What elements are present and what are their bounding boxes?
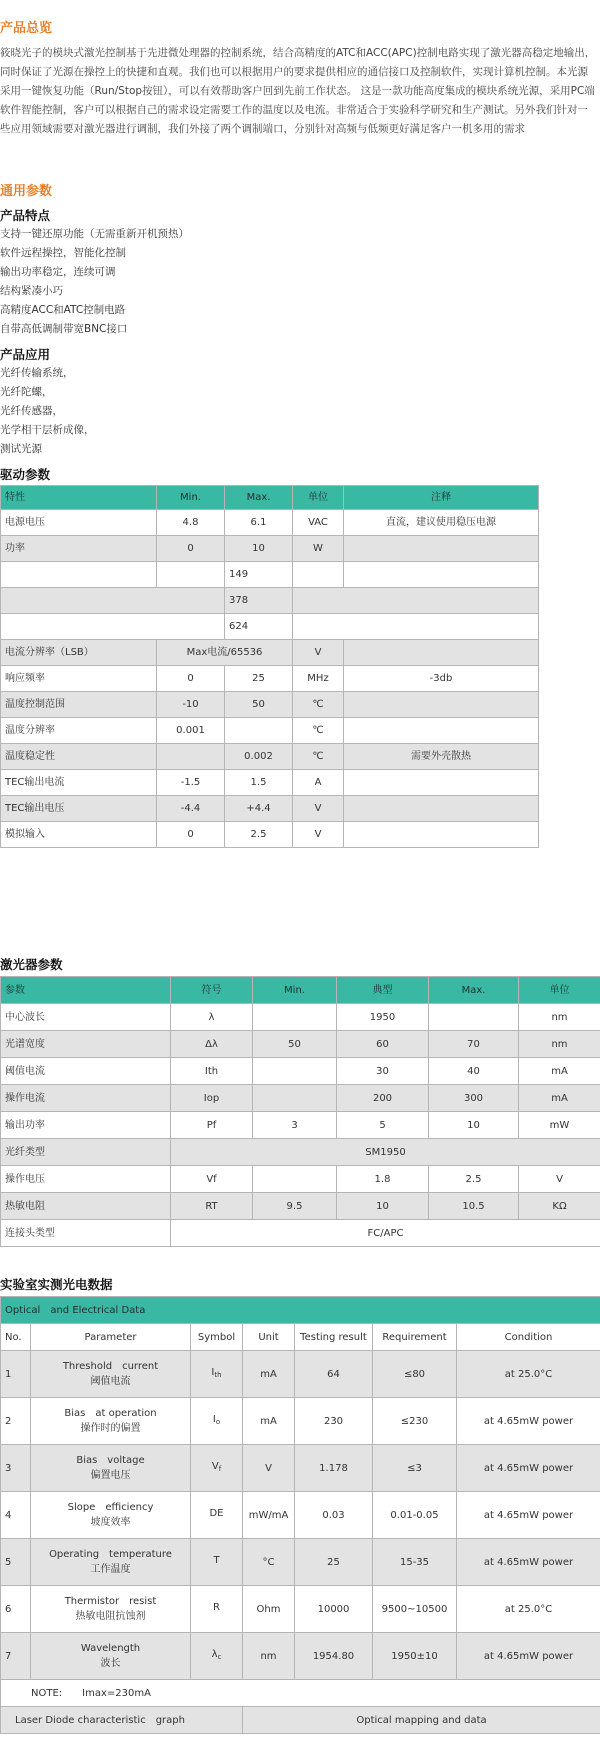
table-cell: 200 xyxy=(337,1085,429,1112)
table-cell: VAC xyxy=(293,510,344,536)
table-row xyxy=(1,770,539,796)
table-cell: 热敏电阻 xyxy=(1,1193,171,1220)
table-cell: 1.8 xyxy=(337,1166,429,1193)
table-row xyxy=(1,1004,600,1031)
applications-heading: 产品应用 xyxy=(0,347,51,362)
column-header: Requirement xyxy=(373,1324,457,1351)
table-cell: 响应频率 xyxy=(1,666,157,692)
table-cell: V xyxy=(243,1445,295,1492)
table-cell: 0.001 xyxy=(157,718,225,744)
table-cell xyxy=(344,770,539,796)
table-cell: 624 xyxy=(225,614,293,640)
table-cell: 60 xyxy=(337,1031,429,1058)
features-list xyxy=(0,225,189,339)
table-cell xyxy=(344,640,539,666)
symbol-cell xyxy=(191,1445,243,1492)
note-row xyxy=(1,1680,600,1707)
table-cell: SM1950 xyxy=(171,1139,600,1166)
table-cell: -3db xyxy=(344,666,539,692)
table-cell: 64 xyxy=(295,1351,373,1398)
parameter-en: Bias voltage xyxy=(76,1455,145,1466)
parameter-en: Slope efficiency xyxy=(67,1502,154,1513)
table-cell: 阈值电流 xyxy=(1,1058,171,1085)
table-cell: 5 xyxy=(337,1112,429,1139)
table-cell: ℃ xyxy=(293,718,344,744)
table-cell: nm xyxy=(243,1633,295,1680)
table-cell xyxy=(157,744,225,770)
applications-list xyxy=(0,364,95,459)
table-row xyxy=(1,1112,600,1139)
symbol-subscript: o xyxy=(215,1418,221,1426)
table-cell: at 25.0°C xyxy=(457,1586,600,1633)
table-row xyxy=(1,1492,600,1539)
overview-title: 产品总览 xyxy=(0,21,53,36)
table-cell: Iop xyxy=(171,1085,253,1112)
table-cell: 50 xyxy=(225,692,293,718)
table-row xyxy=(1,666,539,692)
parameter-zh: 阈值电流 xyxy=(90,1376,131,1387)
table-cell: 3 xyxy=(253,1112,337,1139)
table-row xyxy=(1,1351,600,1398)
list-item: 光纤传感器， xyxy=(0,405,63,417)
table-cell: -10 xyxy=(157,692,225,718)
table-cell: 10 xyxy=(429,1112,519,1139)
table-cell: 4.8 xyxy=(157,510,225,536)
lab-data-table xyxy=(0,1296,600,1734)
table-cell: 0.01-0.05 xyxy=(373,1492,457,1539)
symbol: V xyxy=(211,1461,219,1472)
table-cell: TEC输出电压 xyxy=(1,796,157,822)
table-header-row xyxy=(1,486,539,510)
table-cell: KΩ xyxy=(519,1193,600,1220)
table-cell xyxy=(253,1085,337,1112)
table-cell: 光谱宽度 xyxy=(1,1031,171,1058)
column-header: 典型 xyxy=(337,977,429,1004)
drive-params-table xyxy=(0,485,539,848)
table-cell: 5 xyxy=(1,1539,31,1586)
table-cell: 0.002 xyxy=(225,744,293,770)
table-row xyxy=(1,692,539,718)
symbol-subscript: th xyxy=(214,1371,222,1379)
table-cell: 1.178 xyxy=(295,1445,373,1492)
parameter-zh: 坡度效率 xyxy=(90,1517,131,1528)
table-cell: 50 xyxy=(253,1031,337,1058)
table-cell: -4.4 xyxy=(157,796,225,822)
table-cell: 1.5 xyxy=(225,770,293,796)
table-cell: ≤3 xyxy=(373,1445,457,1492)
table-cell: 电源电压 xyxy=(1,510,157,536)
table-row xyxy=(1,510,539,536)
table-cell: 2 xyxy=(1,1398,31,1445)
table-row xyxy=(1,1586,600,1633)
table-cell: ≤230 xyxy=(373,1398,457,1445)
features-heading: 产品特点 xyxy=(0,208,51,223)
symbol-subscript: f xyxy=(218,1465,222,1473)
parameter-en: Operating temperature xyxy=(49,1549,172,1560)
table-cell: 10 xyxy=(337,1193,429,1220)
table-header-row xyxy=(1,1324,600,1351)
list-item: 测试光源 xyxy=(0,443,42,455)
symbol: I xyxy=(212,1414,216,1425)
symbol-cell xyxy=(191,1398,243,1445)
table-row xyxy=(1,1166,600,1193)
table-cell xyxy=(1,614,225,640)
table-cell: 温度稳定性 xyxy=(1,744,157,770)
table-cell: V xyxy=(293,640,344,666)
symbol-cell xyxy=(191,1633,243,1680)
table-cell: 温度控制范围 xyxy=(1,692,157,718)
table-banner-row xyxy=(1,1297,600,1324)
table-cell: Max电流/65536 xyxy=(157,640,293,666)
parameter-zh: 工作温度 xyxy=(90,1564,131,1575)
list-item: 光纤传输系统， xyxy=(0,367,74,379)
table-cell: W xyxy=(293,536,344,562)
table-row xyxy=(1,640,539,666)
table-row xyxy=(1,1445,600,1492)
table-cell: 光纤类型 xyxy=(1,1139,171,1166)
table-header-row xyxy=(1,977,600,1004)
table-cell: -1.5 xyxy=(157,770,225,796)
table-row xyxy=(1,1193,600,1220)
column-header: Max. xyxy=(225,486,293,510)
table-cell: 2.5 xyxy=(429,1166,519,1193)
general-params-title: 通用参数 xyxy=(0,184,53,199)
column-header: 单位 xyxy=(519,977,600,1004)
table-cell xyxy=(1,562,157,588)
list-item: 光纤陀螺， xyxy=(0,386,53,398)
table-cell: 模拟输入 xyxy=(1,822,157,848)
table-cell: at 4.65mW power xyxy=(457,1539,600,1586)
column-header: Unit xyxy=(243,1324,295,1351)
column-header: Symbol xyxy=(191,1324,243,1351)
list-item: 高精度ACC和ATC控制电路 xyxy=(0,304,126,316)
table-row xyxy=(1,588,539,614)
list-item: 支持一键还原功能（无需重新开机预热） xyxy=(0,228,189,240)
table-cell: A xyxy=(293,770,344,796)
table-cell: 2.5 xyxy=(225,822,293,848)
overview-paragraph: 筱晓光子的模块式激光控制基于先进微处理器的控制系统，结合高精度的ATC和ACC(APC)控制电路实现了激光器高稳定地输出，同时保证了光源在操控上的快捷和直观。我们也可以根据用户的要求提供相应的通信接口及控制软件，实现计算机控制。本光源采用一键恢复功能（Run/Stop按钮），可以有效帮助客户回到先前工作状态。 这是一款功能高度集成的模块系统光源，采用PC端软件智能控制，客户可以根据自己的需求设定需要工作的温度以及电流。非常适合于实验科学研究和生产测试。另外我们针对一些应用领域需要对激光器进行调制，我们外接了两个调制端口，分别针对高频与低频更好满足客户一机多用的需求 xyxy=(0,47,596,135)
table-cell: 连接头类型 xyxy=(1,1220,171,1247)
table-cell xyxy=(293,614,539,640)
table-cell: 25 xyxy=(295,1539,373,1586)
table-cell: at 4.65mW power xyxy=(457,1633,600,1680)
table-cell: at 4.65mW power xyxy=(457,1398,600,1445)
table-cell: 1950 xyxy=(337,1004,429,1031)
parameter-cell xyxy=(31,1633,191,1680)
table-cell: 149 xyxy=(225,562,293,588)
laser-params-heading: 激光器参数 xyxy=(0,957,63,972)
parameter-zh: 热敏电阻抗蚀剂 xyxy=(75,1611,146,1622)
parameter-cell xyxy=(31,1539,191,1586)
table-cell: 70 xyxy=(429,1031,519,1058)
table-cell: FC/APC xyxy=(171,1220,600,1247)
table-cell: 0 xyxy=(157,536,225,562)
footer-row xyxy=(1,1707,600,1734)
column-header: Min. xyxy=(157,486,225,510)
table-cell: nm xyxy=(519,1031,600,1058)
table-cell: 7 xyxy=(1,1633,31,1680)
column-header: No. xyxy=(1,1324,31,1351)
table-row xyxy=(1,1031,600,1058)
parameter-zh: 偏置电压 xyxy=(90,1470,131,1481)
table-cell: V xyxy=(519,1166,600,1193)
table-cell: λ xyxy=(171,1004,253,1031)
table-cell: mA xyxy=(243,1351,295,1398)
list-item: 软件远程操控，智能化控制 xyxy=(0,247,126,259)
parameter-en: Thermistor resist xyxy=(64,1596,157,1607)
table-row xyxy=(1,1633,600,1680)
table-cell: RT xyxy=(171,1193,253,1220)
symbol: λ xyxy=(211,1649,218,1660)
table-cell xyxy=(344,796,539,822)
list-item: 自带高低调制带宽BNC接口 xyxy=(0,323,128,335)
table-cell: ≤80 xyxy=(373,1351,457,1398)
table-cell: MHz xyxy=(293,666,344,692)
table-cell: 6.1 xyxy=(225,510,293,536)
symbol: T xyxy=(213,1555,220,1566)
table-cell xyxy=(344,536,539,562)
table-row xyxy=(1,718,539,744)
table-cell xyxy=(344,692,539,718)
table-cell xyxy=(253,1166,337,1193)
drive-params-heading: 驱动参数 xyxy=(0,467,51,482)
table-cell: 操作电流 xyxy=(1,1085,171,1112)
footer-right-label: Optical mapping and data xyxy=(243,1707,600,1734)
parameter-cell xyxy=(31,1351,191,1398)
table-cell: 功率 xyxy=(1,536,157,562)
table-cell: Δλ xyxy=(171,1031,253,1058)
table-cell: +4.4 xyxy=(225,796,293,822)
table-cell: 3 xyxy=(1,1445,31,1492)
table-cell: 中心波长 xyxy=(1,1004,171,1031)
symbol-cell xyxy=(191,1351,243,1398)
table-cell: at 4.65mW power xyxy=(457,1492,600,1539)
parameter-zh: 操作时的偏置 xyxy=(80,1423,141,1434)
table-cell: V xyxy=(293,796,344,822)
column-header: 注释 xyxy=(344,486,539,510)
table-cell xyxy=(225,718,293,744)
table-row xyxy=(1,536,539,562)
symbol-cell xyxy=(191,1539,243,1586)
table-cell xyxy=(293,562,344,588)
table-cell: TEC输出电流 xyxy=(1,770,157,796)
symbol: I xyxy=(211,1367,215,1378)
column-header: Testing result xyxy=(295,1324,373,1351)
table-row xyxy=(1,1539,600,1586)
parameter-cell xyxy=(31,1492,191,1539)
table-cell: 9500~10500 xyxy=(373,1586,457,1633)
table-cell: 300 xyxy=(429,1085,519,1112)
table-cell: ℃ xyxy=(293,692,344,718)
column-header: Parameter xyxy=(31,1324,191,1351)
table-cell: 40 xyxy=(429,1058,519,1085)
table-cell: 1954.80 xyxy=(295,1633,373,1680)
table-row xyxy=(1,1398,600,1445)
table-cell: 1950±10 xyxy=(373,1633,457,1680)
list-item: 输出功率稳定，连续可调 xyxy=(0,266,116,278)
footer-left-label: Laser Diode characteristic graph xyxy=(1,1707,243,1734)
table-cell: 10.5 xyxy=(429,1193,519,1220)
list-item: 光学相干层析成像， xyxy=(0,424,95,436)
table-cell xyxy=(253,1058,337,1085)
table-cell: V xyxy=(293,822,344,848)
table-row xyxy=(1,1058,600,1085)
parameter-cell xyxy=(31,1586,191,1633)
column-header: Condition xyxy=(457,1324,600,1351)
table-cell xyxy=(344,562,539,588)
table-cell: mA xyxy=(519,1058,600,1085)
table-cell: 25 xyxy=(225,666,293,692)
table-cell: 0 xyxy=(157,822,225,848)
table-cell: Ith xyxy=(171,1058,253,1085)
column-header: Max. xyxy=(429,977,519,1004)
table-banner: Optical and Electrical Data xyxy=(1,1297,600,1324)
symbol: R xyxy=(213,1602,220,1613)
symbol: DE xyxy=(209,1508,224,1519)
table-cell xyxy=(253,1004,337,1031)
table-cell: 温度分辨率 xyxy=(1,718,157,744)
table-cell: 操作电压 xyxy=(1,1166,171,1193)
table-cell: Ohm xyxy=(243,1586,295,1633)
table-cell: 15-35 xyxy=(373,1539,457,1586)
table-cell: 378 xyxy=(225,588,293,614)
table-cell: mW xyxy=(519,1112,600,1139)
table-cell: at 25.0°C xyxy=(457,1351,600,1398)
table-cell: 输出功率 xyxy=(1,1112,171,1139)
table-cell: ℃ xyxy=(293,744,344,770)
table-cell: 1 xyxy=(1,1351,31,1398)
list-item: 结构紧凑小巧 xyxy=(0,285,63,297)
table-cell: mA xyxy=(243,1398,295,1445)
column-header: Min. xyxy=(253,977,337,1004)
column-header: 单位 xyxy=(293,486,344,510)
column-header: 符号 xyxy=(171,977,253,1004)
table-cell: 10 xyxy=(225,536,293,562)
table-cell xyxy=(344,822,539,848)
table-cell: 电流分辨率（LSB） xyxy=(1,640,157,666)
symbol-subscript: c xyxy=(217,1653,222,1661)
parameter-cell xyxy=(31,1445,191,1492)
table-cell: nm xyxy=(519,1004,600,1031)
parameter-cell xyxy=(31,1398,191,1445)
parameter-en: Bias at operation xyxy=(64,1408,157,1419)
symbol-cell xyxy=(191,1492,243,1539)
table-cell xyxy=(157,562,225,588)
table-cell xyxy=(293,588,539,614)
parameter-zh: 波长 xyxy=(100,1658,121,1669)
table-cell: 需要外壳散热 xyxy=(344,744,539,770)
symbol-cell xyxy=(191,1586,243,1633)
table-cell: at 4.65mW power xyxy=(457,1445,600,1492)
table-cell: 直流，建议使用稳压电源 xyxy=(344,510,539,536)
table-cell: 6 xyxy=(1,1586,31,1633)
table-row xyxy=(1,562,539,588)
lab-data-heading: 实验室实测光电数据 xyxy=(0,1277,113,1292)
table-cell: 30 xyxy=(337,1058,429,1085)
parameter-en: Wavelength xyxy=(80,1643,141,1654)
table-row xyxy=(1,1139,600,1166)
table-cell: 0 xyxy=(157,666,225,692)
table-cell: Vf xyxy=(171,1166,253,1193)
table-cell: 0.03 xyxy=(295,1492,373,1539)
table-cell: mW/mA xyxy=(243,1492,295,1539)
table-cell: 9.5 xyxy=(253,1193,337,1220)
table-cell: 10000 xyxy=(295,1586,373,1633)
parameter-en: Threshold current xyxy=(62,1361,159,1372)
laser-params-table xyxy=(0,976,600,1247)
table-row xyxy=(1,822,539,848)
table-row xyxy=(1,1085,600,1112)
table-row xyxy=(1,614,539,640)
table-row xyxy=(1,1220,600,1247)
table-cell xyxy=(344,718,539,744)
column-header: 特性 xyxy=(1,486,157,510)
table-cell: °C xyxy=(243,1539,295,1586)
column-header: 参数 xyxy=(1,977,171,1004)
table-row xyxy=(1,744,539,770)
table-cell: 4 xyxy=(1,1492,31,1539)
table-cell xyxy=(1,588,225,614)
note-text: NOTE: Imax=230mA xyxy=(1,1680,600,1707)
table-cell: Pf xyxy=(171,1112,253,1139)
table-cell xyxy=(429,1004,519,1031)
table-row xyxy=(1,796,539,822)
table-cell: mA xyxy=(519,1085,600,1112)
table-cell: 230 xyxy=(295,1398,373,1445)
